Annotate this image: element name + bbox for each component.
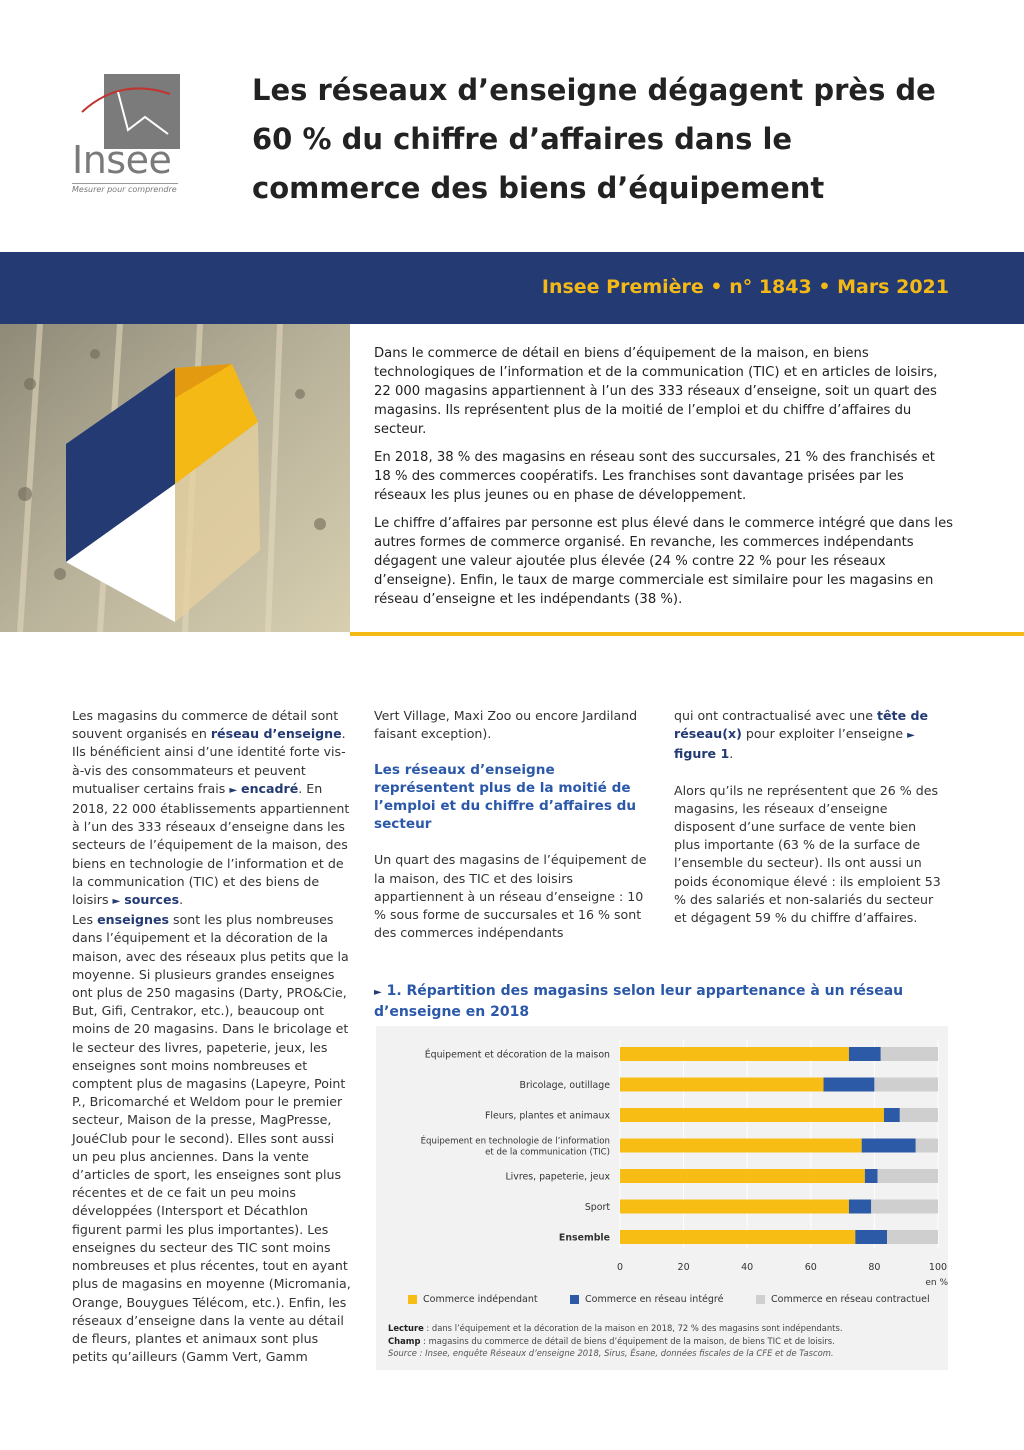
bar-segment (862, 1139, 916, 1153)
arrow-icon: ► (112, 896, 121, 908)
note-text: : dans l’équipement et la décoration de la maison en 2018, 72 % des magasins sont indépendants. (423, 1323, 843, 1333)
category-label: et de la communication (TIC) (485, 1147, 610, 1158)
page-title: Les réseaux d’enseigne dégagent près de 60 % du chiffre d’affaires dans le commerce des biens d’équipement (252, 73, 936, 205)
stacked-bar-chart (376, 1026, 948, 1294)
bar-segment (620, 1200, 849, 1214)
text: sont les plus nombreuses dans l’équipement et la décoration de la maison, avec des réseaux plus petits que la moyenne. Si plusieurs grandes enseignes ont plus de 250 magasins (Darty, PRO&Cie, But, Gifi, Centrakor, etc.), beaucoup ont moins de 20 magasins. Dans le bricolage et le secteur des livres, papeterie, jeux, les enseignes sont moins nombreuses et comptent plus de magasins (Lapeyre, Point P., Bricomarché et Weldom pour le premier secteur, Maison de la presse, MagPresse, JouéClub pour le second). Elles sont aussi un peu plus anciennes. Dans la vente d’articles de sport, les enseignes sont plus récentes et de ce fait un peu moins développées (Intersport et Décathlon figurent parmi les plus importantes). Les enseignes du secteur des TIC sont moins nombreuses et plus récentes, tout en ayant plus de magasins en moyenne (Micromania, Orange, Bouygues Télécom, etc.). Enfin, les réseaux d’enseigne dans la vente au détail de fleurs, plantes et animaux sont plus petits qu’ailleurs (Gamm Vert, Gamm (72, 912, 351, 1365)
text: . Ils bénéficient ainsi d’une identité forte vis-à-vis des consommateurs et peuvent mutualiser certains frais (72, 726, 346, 796)
text: Les magasins du commerce de détail sont souvent organisés en (72, 708, 339, 742)
body-paragraph (72, 707, 354, 911)
bar-segment (884, 1108, 900, 1122)
text: pour exploiter l’enseigne (741, 726, 908, 742)
link-sources[interactable]: sources (124, 892, 180, 908)
body-column-2 (374, 707, 649, 942)
bar-segment (849, 1200, 871, 1214)
link-tete-de-reseau[interactable]: tête de réseau(x) (674, 708, 929, 742)
abstract-paragraph: En 2018, 38 % des magasins en réseau sont des succursales, 21 % des franchisés et 18 % des commerces coopératifs. Les franchises sont davantage prisées par les réseaux les plus jeunes ou en phase de développement. (374, 450, 935, 503)
bar-segment (878, 1169, 938, 1183)
legend-swatch (570, 1295, 579, 1304)
bar-segment (620, 1230, 855, 1244)
body-paragraph: Vert Village, Maxi Zoo ou encore Jardiland faisant exception). (374, 708, 638, 742)
note-text: Source : Insee, enquête Réseaux d’enseigne 2018, Sirus, Ésane, données fiscales de la CFE et de Tascom. (388, 1348, 834, 1358)
bar-segment (881, 1047, 938, 1061)
abstract-divider (350, 632, 1024, 636)
logo-wordmark: Insee (72, 138, 172, 182)
text: . En 2018, 22 000 établissements appartiennent à l’un des 333 réseaux d’enseigne dans les secteurs de l’équipement de la maison, des biens en technologie de l’information et de la communication (TIC) et des biens de loisirs (72, 780, 350, 908)
body-paragraph: Un quart des magasins de l’équipement de la maison, des TIC et des loisirs appartiennent à un réseau d’enseigne : 10 % sous forme de succursales et 16 % sont des commerces indépendants (374, 852, 647, 941)
bar-segment (620, 1078, 824, 1092)
bar-segment (620, 1108, 884, 1122)
link-figure-1[interactable]: figure 1 (674, 746, 730, 762)
abstract-paragraph: Dans le commerce de détail en biens d’équipement de la maison, en biens technologiques de l’information et de la communication (TIC) et en articles de loisirs, 22 000 magasins appartiennent à l’un des 333 réseaux d’enseigne, soit un quart des magasins. Ils représentent plus de la moitié de l’emploi et du chiffre d’affaires du secteur. (374, 346, 938, 437)
category-label: Ensemble (558, 1232, 610, 1244)
abstract-paragraph: Le chiffre d’affaires par personne est plus élevé dans le commerce intégré que dans les autres formes de commerce organisé. En revanche, les commerces indépendants dégagent une valeur ajoutée plus élevée (24 % contre 22 % pour les réseaux d’enseigne). Enfin, le taux de marge commerciale est similaire pour les magasins en réseau d’enseigne et les indépendants (38 %). (374, 516, 954, 607)
body-column-3 (674, 707, 944, 927)
body-paragraph: Alors qu’ils ne représentent que 26 % des magasins, les réseaux d’enseigne disposent d’une surface de vente bien plus importante (63 % de la surface de l’ensemble du secteur). Ils ont aussi un poids économique élevé : ils emploient 53 % des salariés et non-salariés du secteur et dégagent 59 % du chiffre d’affaires. (674, 782, 941, 926)
bar-segment (865, 1169, 878, 1183)
bar-segment (900, 1108, 938, 1122)
bar-segment (849, 1047, 881, 1061)
legend-item (756, 1294, 930, 1305)
x-tick-label: 0 (616, 1262, 624, 1273)
lecture-note (388, 1322, 938, 1335)
x-tick-label: 20 (677, 1262, 690, 1273)
legend-item (408, 1294, 538, 1305)
legend-label: Commerce en réseau intégré (585, 1294, 724, 1305)
text: Les (72, 912, 98, 928)
link-encadre[interactable]: encadré (241, 780, 299, 796)
arrow-icon: ► (907, 730, 915, 742)
note-label: Champ (388, 1335, 421, 1346)
bar-segment (620, 1139, 862, 1153)
category-label: Sport (584, 1202, 610, 1213)
bar-segment (620, 1047, 849, 1061)
arrow-icon: ► (374, 987, 382, 998)
category-label: Équipement en technologie de l’information (420, 1136, 610, 1147)
text: . (179, 892, 184, 908)
hero-illustration (0, 324, 350, 632)
category-label: Livres, papeterie, jeux (505, 1171, 610, 1183)
section-heading: Les réseaux d’enseigne représentent plus de la moitié de l’emploi et du chiffre d’affaires du secteur (374, 762, 637, 833)
champ-note (388, 1335, 938, 1348)
category-label: Équipement et décoration de la maison (424, 1049, 610, 1061)
note-text: : magasins du commerce de détail de biens d’équipement de la maison, de biens TIC et de loisirs. (420, 1335, 835, 1346)
bar-segment (874, 1078, 938, 1092)
legend-item (570, 1294, 723, 1305)
text: qui ont contractualisé avec une (674, 708, 877, 723)
publication-reference: Insee Première • n° 1843 • Mars 2021 (541, 276, 949, 298)
bar-segment (871, 1200, 938, 1214)
arrow-icon: ► (229, 784, 238, 796)
x-tick-label: 80 (868, 1262, 881, 1273)
link-reseau-enseigne[interactable]: réseau d’enseigne (210, 726, 342, 742)
legend-label: Commerce indépendant (423, 1294, 538, 1305)
link-enseignes[interactable]: enseignes (97, 912, 169, 928)
legend-swatch (408, 1295, 417, 1304)
bar-segment (855, 1230, 887, 1244)
figure-title (374, 982, 934, 1021)
logo-tagline: Mesurer pour comprendre (72, 185, 177, 194)
figure-notes (388, 1322, 938, 1360)
note-label: Lecture (388, 1323, 424, 1333)
legend-label: Commerce en réseau contractuel (771, 1294, 930, 1305)
bar-segment (620, 1169, 865, 1183)
bar-segment (824, 1078, 875, 1092)
bar-segment (916, 1139, 938, 1153)
figure-title-text: 1. Répartition des magasins selon leur appartenance à un réseau d’enseigne en 2018 (374, 983, 904, 1020)
x-tick-label: 60 (804, 1262, 817, 1273)
body-column-1 (72, 707, 354, 1366)
body-paragraph (674, 707, 944, 764)
x-unit-label: en % (925, 1278, 948, 1288)
x-tick-label: 100 (928, 1262, 948, 1273)
figure-box (376, 1026, 948, 1370)
publication-band (0, 252, 1024, 324)
body-paragraph (72, 911, 354, 1366)
category-label: Fleurs, plantes et animaux (484, 1110, 610, 1122)
category-label: Bricolage, outillage (519, 1080, 610, 1091)
text: . (729, 746, 734, 762)
abstract (374, 344, 954, 618)
bar-segment (887, 1230, 938, 1244)
source-note (388, 1347, 938, 1360)
x-tick-label: 40 (741, 1262, 754, 1273)
legend-swatch (756, 1295, 765, 1304)
